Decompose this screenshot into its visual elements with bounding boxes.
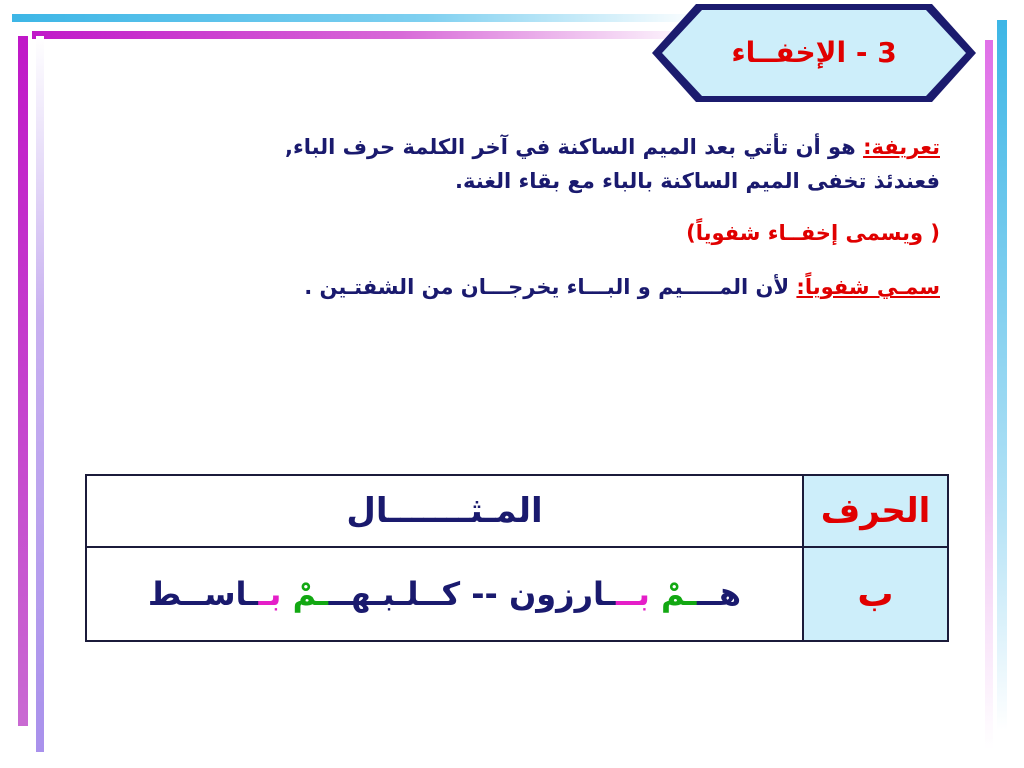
example-segment: ـارزون -- كــلـبـهــ (328, 575, 616, 613)
example-table (85, 474, 949, 642)
example-cell (86, 547, 803, 641)
definition-paragraph (90, 130, 940, 198)
header-example-cell: المـثـــــــال (86, 475, 803, 547)
title-badge (648, 0, 980, 106)
example-segment: هــ (697, 575, 742, 613)
example-segment: ـاســط (147, 575, 259, 613)
slide-content (90, 130, 940, 304)
definition-text-2: فعندئذ تخفى الميم الساكنة بالباء مع بقاء الغنة. (455, 169, 940, 193)
example-segment: ـمْ (292, 575, 329, 613)
letter-cell: ب (803, 547, 948, 641)
right-decorative-line-blue (997, 20, 1007, 730)
reason-text: لأن المـــــيم و البـــاء يخرجـــان من الشفتـين . (304, 275, 790, 299)
title-number: 3 (877, 35, 897, 69)
top-decorative-line-blue (12, 14, 702, 22)
title-text: الإخفــاء (731, 35, 847, 69)
table-header-row (86, 475, 948, 547)
left-decorative-line-lavender (36, 36, 44, 752)
definition-text-1: هو أن تأتي بعد الميم الساكنة في آخر الكلمة حرف الباء, (285, 135, 856, 159)
reason-label: سمـي شفوياً: (796, 275, 940, 299)
top-decorative-line-magenta (32, 31, 702, 39)
also-called-line: ( ويسمى إخفــاء شفوياً) (686, 221, 940, 245)
reason-paragraph (90, 270, 940, 304)
example-segment: بــ (615, 575, 661, 613)
slide-title (708, 30, 920, 74)
left-decorative-line-magenta (18, 36, 28, 726)
title-separator: - (855, 35, 868, 69)
example-segment: ـمْ (660, 575, 697, 613)
table-row (86, 547, 948, 641)
example-segment: بـ (258, 575, 293, 613)
header-letter-cell: الحرف (803, 475, 948, 547)
right-decorative-line-pink (985, 40, 993, 750)
example-text (148, 575, 741, 613)
definition-label: تعريفة: (863, 135, 940, 159)
